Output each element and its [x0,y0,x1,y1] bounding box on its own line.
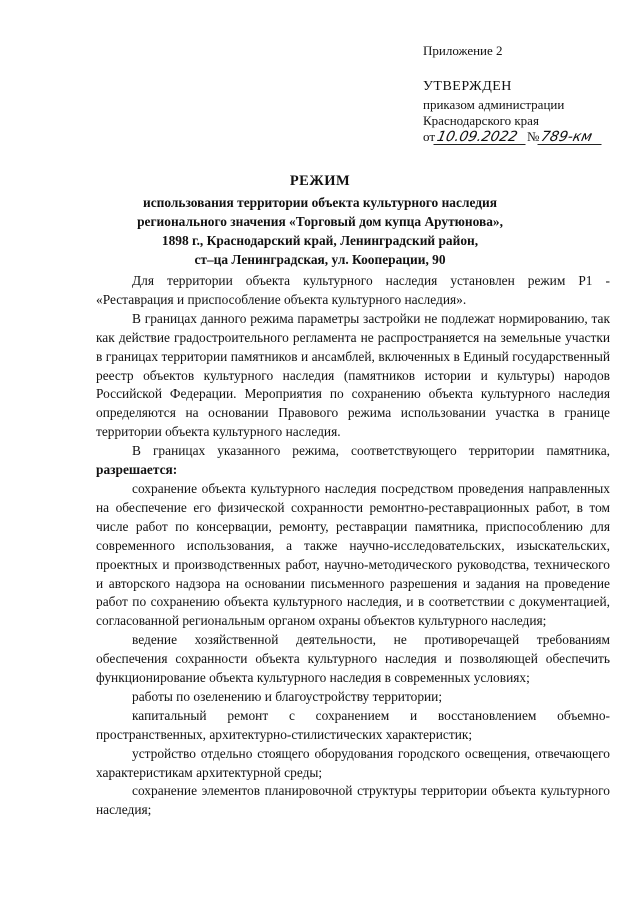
title-line-2: регионального значения «Торговый дом купца Арутюнова», [137,214,503,229]
order-line-2: Краснодарского края [423,113,539,128]
list-item: капитальный ремонт с сохранением и восстановлением объемно-пространственных, архитектурно-стилистических характеристик; [96,707,610,742]
document-body [96,272,610,820]
date-prefix: от [423,129,436,144]
list-item: ведение хозяйственной деятельности, не противоречащей требованиям обеспечения сохранности объекта культурного наследия и позволяющей обеспечить функционирование объекта культурного наследия в современных условиях; [96,632,610,686]
title-line-4: ст–ца Ленинградская, ул. Кооперации, 90 [194,252,446,267]
permitted-intro-bold: разрешается: [96,462,178,478]
permitted-intro-text: В границах указанного режима, соответствующего территории памятника, [132,443,610,459]
order-date-line [423,129,633,145]
list-item: сохранение элементов планировочной структуры территории объекта культурного наследия; [96,783,610,818]
list-item: работы по озеленению и благоустройству территории; [132,688,443,704]
number-prefix: № [527,129,540,144]
approved-label: УТВЕРЖДЕН [423,79,512,94]
annex-label: Приложение 2 [423,43,503,58]
title-line-1: использования территории объекта культурного наследия [143,195,497,210]
paragraph: В границах данного режима параметры застройки не подлежат нормированию, так как действие градостроительного регламента не распространяется на земельные участки в границах территории памятников и ансамблей, включенных в Единый государственный реестр объектов культурного наследия (памятников истории и культуры) народов Российской Федерации. Мероприятия по сохранению объекта культурного наследия определяются на основании Правового режима использовании участка в границе территории объекта культурного наследия. [96,310,610,440]
paragraph: Для территории объекта культурного наследия установлен режим Р1 - «Реставрация и приспособление объекта культурного наследия». [96,273,610,307]
order-line-1: приказом администрации [423,97,565,112]
list-item: сохранение объекта культурного наследия посредством проведения направленных на обеспечение его физической сохранности ремонтно-реставрационных работ, в том числе работ по консервации, ремонту, реставрации памятника, приспособлению для современного использования, а также научно-исследовательских, изыскательских, проектных и производственных работ, научно-методического руководства, технического и авторского надзора на основании письменного разрешения и задания на проведение работ по сохранению объекта культурного наследия, и в соответствии с документацией, согласованной региональным органом охраны объектов культурного наследия; [96,480,610,629]
list-item: устройство отдельно стоящего оборудования городского освещения, отвечающего характеристикам архитектурной среды; [96,745,610,780]
permitted-intro [96,442,610,480]
handwritten-date: 10.09.2022 [433,130,528,145]
handwritten-number: 789-км [538,130,605,145]
title-main: РЕЖИМ [289,173,351,189]
approval-block [423,43,633,145]
document-title [95,172,545,269]
title-line-3: 1898 г., Краснодарский край, Ленинградский район, [161,233,479,248]
